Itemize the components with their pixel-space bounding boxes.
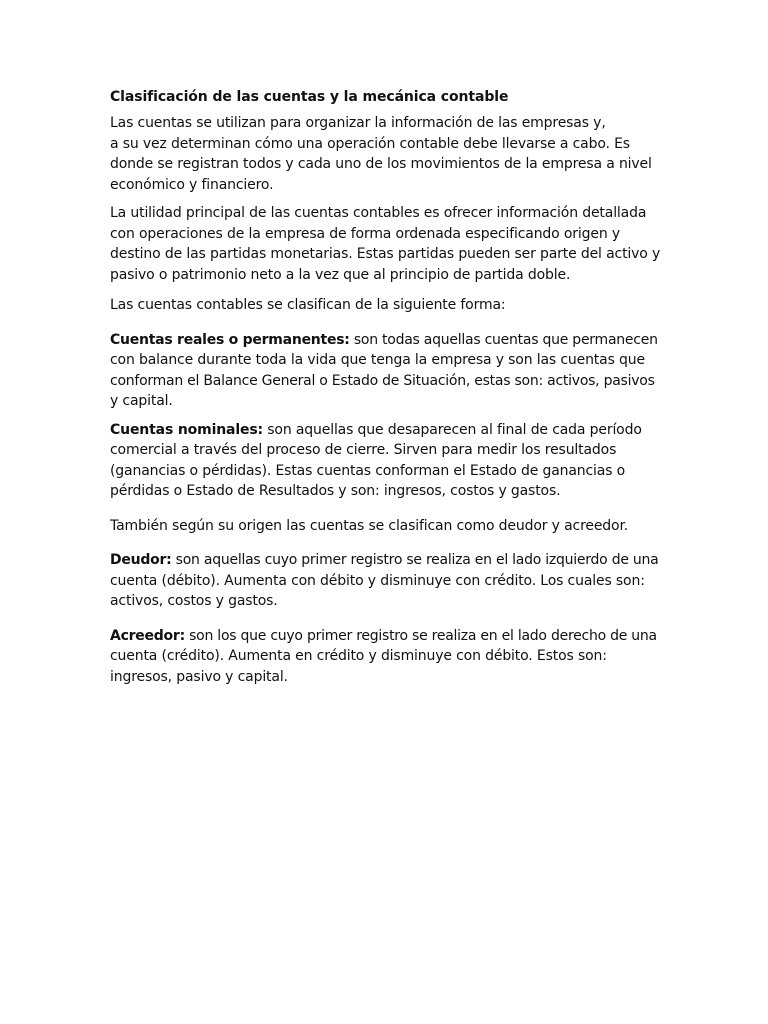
text-segment: son los que cuyo primer registro se realiza en el lado derecho de una [184,627,657,644]
text-line: También según su origen las cuentas se clasifican como deudor y acreedor. [110,517,629,534]
text-line: ingresos, pasivo y capital. [110,668,288,685]
text-segment: son aquellas que desaparecen al final de cada período [262,421,642,438]
paragraph-utility [110,203,660,285]
paragraph-classification-intro [110,295,660,316]
text-line: con operaciones de la empresa de forma ordenada especificando origen y [110,225,621,242]
text-line: donde se registran todos y cada uno de los movimientos de la empresa a nivel [110,156,652,172]
paragraph-debtor [110,550,660,612]
document-title: Clasificación de las cuentas y la mecánica contable [110,89,509,105]
text-line: activos, costos y gastos. [110,593,278,609]
document-body [110,87,660,687]
paragraph-nominal-accounts [110,420,660,502]
paragraph-origin [110,516,660,537]
text-segment: son todas aquellas cuentas que permanecen [349,331,658,348]
paragraph-real-accounts [110,330,660,412]
text-line: y capital. [110,393,173,409]
text-segment: son aquellas cuyo primer registro se realiza en el lado izquierdo de una [171,552,659,568]
text-line: a su vez determinan cómo una operación contable debe llevarse a cabo. Es [110,135,630,152]
text-line: cuenta (débito). Aumenta con débito y disminuye con crédito. Los cuales son: [110,572,645,589]
term-debtor: Deudor: [110,552,172,568]
term-creditor: Acreedor: [110,627,185,644]
text-line: conforman el Balance General o Estado de Situación, estas son: activos, pasivos [110,372,655,389]
paragraph-creditor [110,626,660,688]
text-line [110,550,660,571]
text-line: destino de las partidas monetarias. Estas partidas pueden ser parte del activo y [110,246,661,262]
text-line: cuenta (crédito). Aumenta en crédito y disminuye con débito. Estos son: [110,648,607,664]
text-line: (ganancias o pérdidas). Estas cuentas conforman el Estado de ganancias o [110,462,626,479]
text-line: Las cuentas contables se clasifican de la siguiente forma: [110,297,506,313]
text-line: con balance durante toda la vida que tenga la empresa y son las cuentas que [110,352,645,368]
text-line [110,626,660,647]
text-line: pasivo o patrimonio neto a la vez que al principio de partida doble. [110,266,571,283]
term-real-accounts: Cuentas reales o permanentes: [110,331,350,348]
text-line: económico y financiero. [110,176,274,193]
term-nominal-accounts: Cuentas nominales: [110,421,263,438]
text-line: La utilidad principal de las cuentas contables es ofrecer información detallada [110,205,647,221]
text-line: comercial a través del proceso de cierre. Sirven para medir los resultados [110,442,617,458]
text-line [110,420,660,441]
paragraph-intro [110,113,660,195]
text-line: Las cuentas se utilizan para organizar la información de las empresas y, [110,115,606,131]
text-line: pérdidas o Estado de Resultados y son: ingresos, costos y gastos. [110,483,561,499]
text-line [110,330,660,351]
